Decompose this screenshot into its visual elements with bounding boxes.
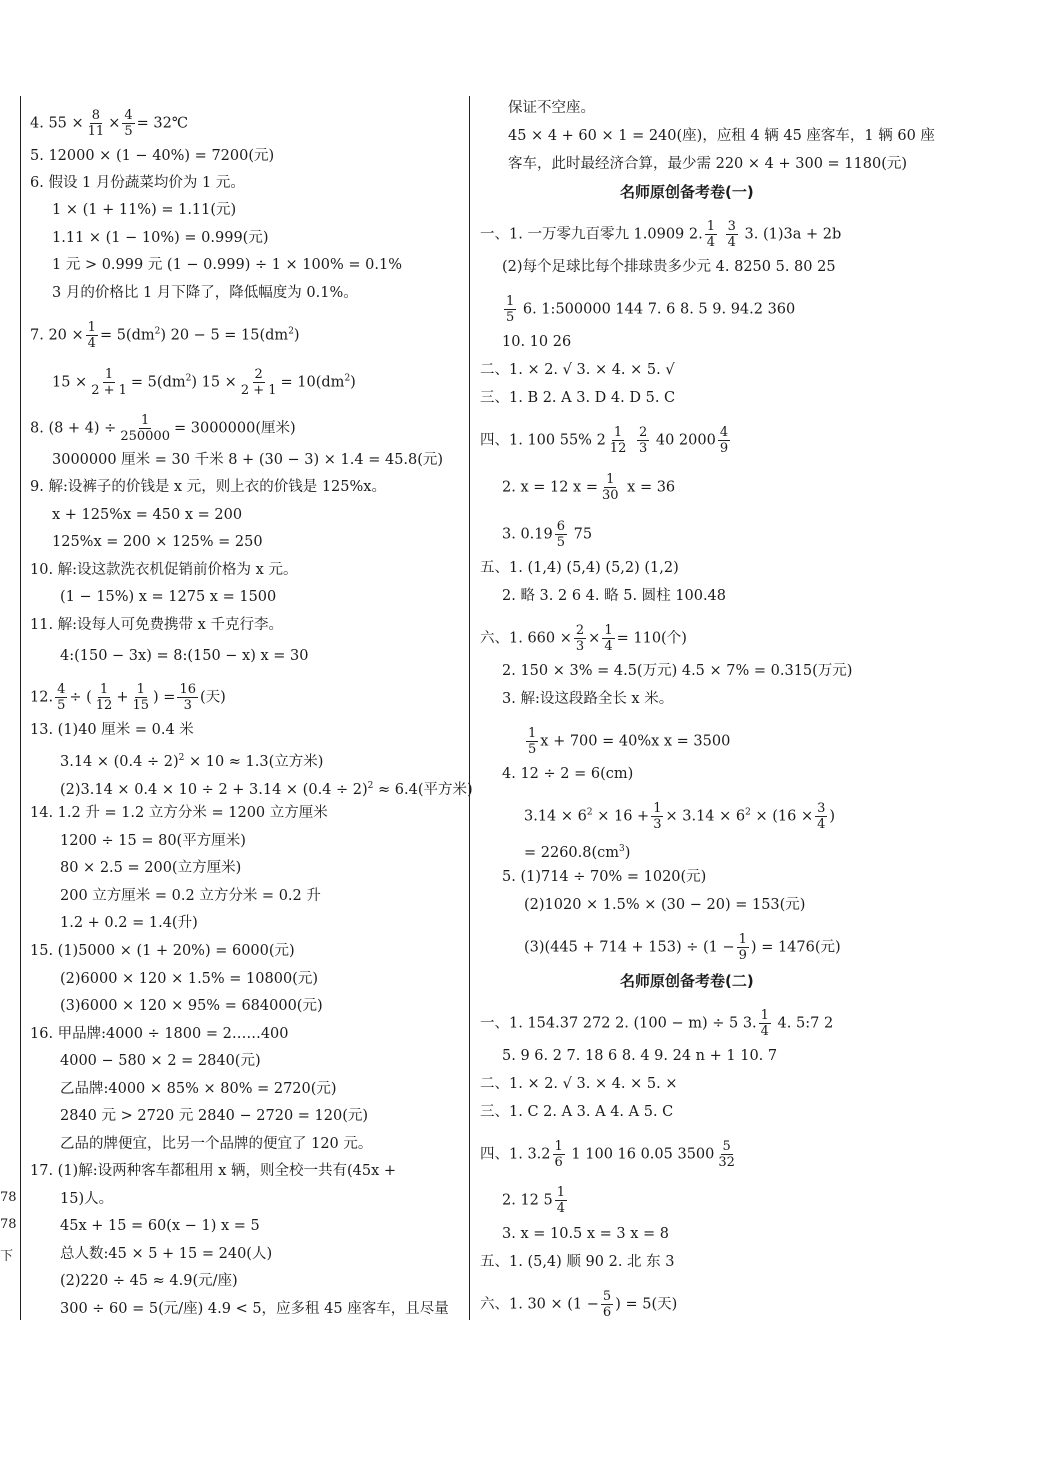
answer-line xyxy=(502,1046,777,1066)
text-segment: 125%x = 200 × 125% = 250 xyxy=(52,534,263,550)
text-segment: × 10 ≈ 1.3(立方米) xyxy=(184,753,324,770)
text-segment: 2. x = 12 x = xyxy=(502,479,598,496)
fraction-denominator: 6 xyxy=(554,1155,563,1170)
text-segment: 4:(150 − 3x) = 8:(150 − x) x = 30 xyxy=(60,648,309,664)
fraction-numerator: 16 xyxy=(179,682,196,697)
text-segment: x = 36 xyxy=(622,479,676,496)
fraction-numerator: 1 xyxy=(136,682,145,697)
answer-line xyxy=(480,1102,673,1122)
answer-line xyxy=(52,532,263,552)
answer-line xyxy=(502,294,795,325)
answer-line xyxy=(60,587,276,607)
fraction-denominator: 9 xyxy=(738,948,747,963)
answer-line xyxy=(502,867,706,887)
text-segment: 名师原创备考卷(一) xyxy=(620,183,754,201)
text-segment: = 10(dm xyxy=(280,374,345,391)
text-segment: 12. xyxy=(30,689,54,706)
answer-line xyxy=(52,200,236,220)
answer-line xyxy=(502,764,633,784)
fraction-denominator: 4 xyxy=(706,235,716,250)
fraction-numerator: 1 xyxy=(604,623,613,638)
answer-line xyxy=(30,1024,289,1044)
text-segment: 三、1. B 2. A 3. D 4. D 5. C xyxy=(480,390,676,406)
column-divider xyxy=(469,96,470,1320)
answer-line xyxy=(502,257,836,277)
answer-line xyxy=(524,801,835,832)
fraction-numerator: 1 xyxy=(606,472,615,487)
text-segment: (2)6000 × 120 × 1.5% = 10800(元) xyxy=(60,971,318,987)
text-segment: 乙品的牌便宜，比另一个品牌的便宜了 120 元。 xyxy=(60,1136,373,1152)
fraction xyxy=(526,726,538,757)
text-segment: = 5(dm xyxy=(130,374,186,391)
superscript: 2 xyxy=(586,807,593,818)
answer-line xyxy=(60,1216,260,1236)
text-segment: 总人数:45 × 5 + 15 = 240(人) xyxy=(60,1246,273,1262)
text-segment: ) = xyxy=(153,689,176,706)
fraction xyxy=(737,932,749,963)
text-segment: 14. 1.2 升 = 1.2 立方分米 = 1200 立方厘米 xyxy=(30,805,328,821)
text-segment: 8. (8 + 4) ÷ xyxy=(30,420,117,437)
text-segment: 六、1. 30 × (1 − xyxy=(480,1296,599,1313)
text-segment: = 3000000(厘米) xyxy=(173,420,296,437)
fraction-denominator: 3 xyxy=(638,441,648,456)
text-segment: 客车，此时最经济合算，最少需 220 × 4 + 300 = 1180(元) xyxy=(508,156,908,172)
text-segment: ) 15 × xyxy=(191,374,237,391)
text-segment: 15. (1)5000 × (1 + 20%) = 6000(元) xyxy=(30,943,295,959)
text-segment: 3000000 厘米 = 30 千米 8 + (30 − 3) × 1.4 = 45.8(元) xyxy=(52,452,444,468)
answer-line xyxy=(60,776,473,800)
text-segment: 2. 略 3. 2 6 4. 略 5. 圆柱 100.48 xyxy=(502,588,727,604)
text-segment: 二、1. × 2. √ 3. × 4. × 5. √ xyxy=(480,362,675,378)
section-heading xyxy=(620,971,754,991)
text-segment: x + 125%x = 450 x = 200 xyxy=(52,507,243,523)
text-segment: 10. 解:设这款洗衣机促销前价格为 x 元。 xyxy=(30,562,298,578)
fraction-numerator: 2 xyxy=(254,367,263,382)
text-segment: 1 100 16 0.05 3500 xyxy=(566,1146,715,1163)
answer-line xyxy=(480,623,687,654)
text-segment: 保证不空座。 xyxy=(508,100,595,116)
fraction xyxy=(553,1139,565,1170)
text-segment: 1200 ÷ 15 = 80(平方厘米) xyxy=(60,833,246,849)
superscript: 2 xyxy=(185,373,192,384)
answer-line xyxy=(480,1139,739,1170)
fraction-denominator: 30 xyxy=(602,488,619,503)
fraction-numerator: 5 xyxy=(602,1289,612,1304)
text-segment: 16. 甲品牌:4000 ÷ 1800 = 2……400 xyxy=(30,1026,289,1042)
text-segment: 1 × (1 + 11%) = 1.11(元) xyxy=(52,202,237,218)
text-segment: ÷ ( xyxy=(69,689,92,706)
answer-line xyxy=(480,1289,677,1320)
fraction-numerator: 1 xyxy=(706,219,716,234)
text-segment: 45 × 4 + 60 × 1 = 240(座)，应租 4 辆 45 座客车，1 辆 60 座 xyxy=(508,128,935,144)
text-segment: 1 元 > 0.999 元 (1 − 0.999) ÷ 1 × 100% = 0.1% xyxy=(52,257,402,273)
text-segment: (2)每个足球比每个排球贵多少元 4. 8250 5. 80 25 xyxy=(502,259,836,275)
fraction-denominator: 6 xyxy=(602,1305,612,1320)
fraction-denominator: 4 xyxy=(604,639,613,654)
text-segment: 乙品牌:4000 × 85% × 80% = 2720(元) xyxy=(60,1081,337,1097)
superscript: 2 xyxy=(344,373,351,384)
fraction-numerator: 1 xyxy=(760,1008,769,1023)
fraction-numerator: 1 xyxy=(528,726,537,741)
fraction-denominator: 32 xyxy=(718,1155,735,1170)
fraction-numerator: 1 xyxy=(554,1139,563,1154)
superscript: 2 xyxy=(288,326,294,337)
fraction xyxy=(130,682,151,713)
fraction xyxy=(55,682,67,713)
fraction-denominator: 5 xyxy=(506,310,515,325)
fraction xyxy=(177,682,198,713)
answer-line xyxy=(30,477,386,497)
fraction-numerator: 1 xyxy=(99,682,109,697)
answer-line xyxy=(60,969,318,989)
answer-line xyxy=(524,932,841,963)
answer-line xyxy=(60,1299,449,1319)
answer-line xyxy=(60,1051,261,1071)
text-segment: ) xyxy=(293,327,300,344)
answer-line xyxy=(480,425,732,456)
answer-line xyxy=(30,682,226,713)
text-segment: 2. 12 5 xyxy=(502,1192,553,1209)
text-segment: 3. 0.19 xyxy=(502,526,553,543)
text-segment: 3. (1)3a + 2b xyxy=(739,226,842,243)
fraction xyxy=(705,219,717,250)
text-segment: 四、1. 100 55% 2 xyxy=(480,432,606,449)
text-segment: ) = 1476(元) xyxy=(750,939,841,956)
answer-line xyxy=(502,1224,669,1244)
fraction xyxy=(555,1185,567,1216)
answer-line xyxy=(60,1079,337,1099)
text-segment: 3. x = 10.5 x = 3 x = 8 xyxy=(502,1226,670,1242)
answer-line xyxy=(52,367,356,398)
text-segment: 300 ÷ 60 = 5(元/座) 4.9 < 5，应多租 45 座客车，且尽量 xyxy=(60,1301,449,1317)
answer-line xyxy=(60,1134,372,1154)
fraction xyxy=(726,219,738,250)
text-segment: = 5(dm xyxy=(99,327,155,344)
text-segment: ) xyxy=(829,808,836,825)
fraction-denominator: 4 xyxy=(556,1201,566,1216)
answer-line xyxy=(30,320,300,351)
fraction xyxy=(601,1289,613,1320)
fraction-numerator: 1 xyxy=(738,932,747,947)
fraction xyxy=(89,367,129,398)
answer-line xyxy=(60,1271,238,1291)
text-segment: 五、1. (1,4) (5,4) (5,2) (1,2) xyxy=(480,560,679,576)
text-segment: 40 2000 xyxy=(651,432,716,449)
fraction-numerator: 3 xyxy=(727,219,736,234)
answer-line xyxy=(502,519,592,550)
text-segment: 3 月的价格比 1 月下降了，降低幅度为 0.1%。 xyxy=(52,285,358,301)
text-segment: 3. 解:设这段路全长 x 米。 xyxy=(502,691,674,707)
fraction-denominator: 3 xyxy=(653,817,662,832)
text-segment: 1.11 × (1 − 10%) = 0.999(元) xyxy=(52,230,269,246)
fraction xyxy=(651,801,663,832)
answer-line xyxy=(60,646,309,666)
answer-line xyxy=(60,1244,272,1264)
fraction-numerator: 8 xyxy=(91,108,101,123)
text-segment: + xyxy=(116,689,129,706)
fraction xyxy=(718,425,730,456)
text-segment: (1 − 15%) x = 1275 x = 1500 xyxy=(60,589,277,605)
text-segment: 4000 − 580 × 2 = 2840(元) xyxy=(60,1053,261,1069)
text-segment: x + 700 = 40%x x = 3500 xyxy=(540,733,731,750)
text-segment: 三、1. C 2. A 3. A 4. A 5. C xyxy=(480,1104,674,1120)
text-segment: 5. (1)714 ÷ 70% = 1020(元) xyxy=(502,869,707,885)
answer-line xyxy=(60,1106,368,1126)
text-segment: 3.14 × (0.4 ÷ 2) xyxy=(60,753,179,770)
text-segment: 5. 12000 × (1 − 40%) = 7200(元) xyxy=(30,148,275,164)
fraction xyxy=(602,623,614,654)
text-segment xyxy=(719,227,724,243)
fraction-denominator: 250000 xyxy=(120,429,170,444)
answer-line xyxy=(502,332,571,352)
text-segment: (2)1020 × 1.5% × (30 − 20) = 153(元) xyxy=(524,897,806,913)
text-segment: 六、1. 660 × xyxy=(480,630,572,647)
fraction-numerator: 2 xyxy=(575,623,585,638)
answer-line xyxy=(30,1161,396,1181)
fraction-numerator: 1 xyxy=(613,425,623,440)
text-segment: 9. 解:设裤子的价钱是 x 元，则上衣的价钱是 125%x。 xyxy=(30,479,386,495)
text-segment: 15)人。 xyxy=(60,1191,114,1207)
superscript: 2 xyxy=(745,807,751,818)
text-segment: 4. 5:7 2 xyxy=(772,1015,834,1032)
text-segment: ) xyxy=(350,374,356,391)
fraction xyxy=(759,1008,771,1039)
edge-fragment: 下 xyxy=(0,1249,14,1264)
text-segment: × 16 + xyxy=(592,808,650,825)
text-segment: 五、1. (5,4) 顺 90 2. 北 东 3 xyxy=(480,1254,675,1270)
answer-line xyxy=(502,1185,569,1216)
text-segment: 15 × xyxy=(52,374,88,391)
answer-line xyxy=(52,450,443,470)
fraction-numerator: 1 xyxy=(556,1185,566,1200)
left-margin-divider xyxy=(20,96,21,1320)
answer-line xyxy=(480,219,841,250)
text-segment: ) = 5(天) xyxy=(615,1296,678,1313)
fraction xyxy=(815,801,827,832)
answer-line xyxy=(52,505,242,525)
fraction-denominator: 15 xyxy=(132,698,150,713)
text-segment: × 3.14 × 6 xyxy=(665,808,746,825)
fraction-denominator: 9 xyxy=(719,441,729,456)
text-segment: 10. 10 26 xyxy=(502,334,572,350)
fraction-numerator: 5 xyxy=(722,1139,731,1154)
fraction xyxy=(86,108,107,139)
answer-line xyxy=(508,126,935,146)
fraction-denominator: 3 xyxy=(183,698,192,713)
text-segment: 6. 假设 1 月份蔬菜均价为 1 元。 xyxy=(30,175,245,191)
answer-line xyxy=(60,1189,113,1209)
text-segment: = 2260.8(cm xyxy=(524,844,620,861)
answer-line xyxy=(480,388,675,408)
superscript: 2 xyxy=(154,326,161,337)
answer-line xyxy=(524,726,730,757)
text-segment: 200 立方厘米 = 0.2 立方分米 = 0.2 升 xyxy=(60,888,321,904)
text-segment: 一、1. 一万零九百零九 1.0909 2. xyxy=(480,226,703,243)
answer-line xyxy=(60,858,241,878)
answer-line xyxy=(524,895,805,915)
answer-line xyxy=(480,1074,678,1094)
answer-line xyxy=(30,146,274,166)
answer-line xyxy=(52,255,402,275)
text-segment: (天) xyxy=(199,689,226,706)
answer-line xyxy=(52,228,268,248)
text-segment: 80 × 2.5 = 200(立方厘米) xyxy=(60,860,242,876)
fraction xyxy=(118,413,172,444)
fraction xyxy=(504,294,516,325)
fraction-denominator: 11 xyxy=(87,124,105,139)
fraction-numerator: 1 xyxy=(141,413,150,428)
superscript: 2 xyxy=(178,753,185,763)
fraction-numerator: 4 xyxy=(57,682,66,697)
answer-line xyxy=(508,98,595,118)
answer-line xyxy=(30,615,283,635)
text-segment: 7. 20 × xyxy=(30,327,84,344)
fraction xyxy=(600,472,621,503)
answer-line xyxy=(30,803,328,823)
answer-line xyxy=(502,586,726,606)
fraction-denominator: 12 xyxy=(609,441,627,456)
answer-line xyxy=(30,413,296,444)
fraction xyxy=(716,1139,737,1170)
section-heading xyxy=(620,182,754,202)
text-segment: ≈ 6.4(平方米) xyxy=(373,781,473,798)
fraction xyxy=(122,108,134,139)
superscript: 2 xyxy=(367,781,374,791)
fraction xyxy=(555,519,567,550)
answer-line xyxy=(60,913,198,933)
fraction xyxy=(637,425,649,456)
text-segment: 4. 55 × xyxy=(30,115,84,132)
fraction-denominator: 4 xyxy=(817,817,826,832)
fraction-numerator: 4 xyxy=(124,108,133,123)
superscript: 3 xyxy=(619,844,625,854)
answer-line xyxy=(480,360,675,380)
text-segment: 一、1. 154.37 272 2. (100 − m) ÷ 5 3. xyxy=(480,1015,757,1032)
answer-line xyxy=(30,108,188,139)
answer-line xyxy=(480,558,679,578)
answer-line xyxy=(524,839,630,863)
text-segment: 75 xyxy=(569,526,593,543)
answer-line xyxy=(508,154,907,174)
answer-line xyxy=(480,1252,674,1272)
text-segment: 11. 解:设每人可免费携带 x 千克行李。 xyxy=(30,617,283,633)
answer-line xyxy=(30,173,245,193)
text-segment: = 32℃ xyxy=(136,115,189,132)
fraction xyxy=(574,623,586,654)
fraction-numerator: 1 xyxy=(653,801,662,816)
answer-line xyxy=(60,886,321,906)
answer-line xyxy=(502,472,675,503)
text-segment: (3)(445 + 714 + 153) ÷ (1 − xyxy=(524,939,735,956)
answer-line xyxy=(52,283,358,303)
text-segment: 3.14 × 6 xyxy=(524,808,587,825)
text-segment: 1.2 + 0.2 = 1.4(升) xyxy=(60,915,198,931)
fraction xyxy=(608,425,629,456)
text-segment: 17. (1)解:设两种客车都租用 x 辆，则全校一共有(45x + xyxy=(30,1163,397,1179)
text-segment: × xyxy=(108,115,121,132)
fraction-numerator: 1 xyxy=(104,367,114,382)
answer-line xyxy=(60,996,323,1016)
fraction xyxy=(94,682,115,713)
fraction-numerator: 1 xyxy=(506,294,515,309)
answer-line xyxy=(502,689,673,709)
fraction-numerator: 3 xyxy=(817,801,826,816)
edge-fragment: 78 xyxy=(0,1217,17,1232)
fraction-denominator: 3 xyxy=(575,639,585,654)
text-segment: ) 20 − 5 = 15(dm xyxy=(160,327,289,344)
fraction-denominator: 4 xyxy=(760,1024,769,1039)
text-segment: × (16 × xyxy=(750,808,814,825)
text-segment: ) xyxy=(624,844,631,861)
fraction xyxy=(86,320,98,351)
fraction-denominator: 2 + 1 xyxy=(91,383,127,398)
text-segment xyxy=(630,433,635,449)
text-segment: 名师原创备考卷(二) xyxy=(620,972,754,990)
fraction xyxy=(239,367,279,398)
text-segment: 二、1. × 2. √ 3. × 4. × 5. × xyxy=(480,1076,678,1092)
text-segment: 2840 元 > 2720 元 2840 − 2720 = 120(元) xyxy=(60,1108,369,1124)
text-segment: (2)220 ÷ 45 ≈ 4.9(元/座) xyxy=(60,1273,238,1289)
answer-line xyxy=(60,831,246,851)
edge-fragment: 78 xyxy=(0,1190,17,1205)
text-segment: 4. 12 ÷ 2 = 6(cm) xyxy=(502,766,634,782)
fraction-numerator: 6 xyxy=(556,519,566,534)
text-segment: 45x + 15 = 60(x − 1) x = 5 xyxy=(60,1218,260,1234)
answer-line xyxy=(30,560,297,580)
text-segment: 四、1. 3.2 xyxy=(480,1146,551,1163)
answer-line xyxy=(30,941,295,961)
text-segment: (3)6000 × 120 × 95% = 684000(元) xyxy=(60,998,323,1014)
fraction-numerator: 2 xyxy=(638,425,648,440)
fraction-numerator: 1 xyxy=(87,320,96,335)
text-segment: 6. 1:500000 144 7. 6 8. 5 9. 94.2 360 xyxy=(518,301,796,318)
fraction-denominator: 5 xyxy=(57,698,66,713)
fraction-denominator: 4 xyxy=(87,336,96,351)
text-segment: 2. 150 × 3% = 4.5(万元) 4.5 × 7% = 0.315(万元) xyxy=(502,663,853,679)
text-segment: 5. 9 6. 2 7. 18 6 8. 4 9. 24 n + 1 10. 7 xyxy=(502,1048,778,1064)
answer-line xyxy=(30,720,194,740)
fraction-denominator: 2 + 1 xyxy=(240,383,277,398)
text-segment: = 110(个) xyxy=(616,630,687,647)
fraction-denominator: 5 xyxy=(124,124,133,139)
answer-line xyxy=(480,1008,833,1039)
fraction-denominator: 12 xyxy=(95,698,113,713)
text-segment: (2)3.14 × 0.4 × 10 ÷ 2 + 3.14 × (0.4 ÷ 2) xyxy=(60,781,368,798)
answer-line xyxy=(60,748,323,772)
fraction-denominator: 5 xyxy=(528,742,537,757)
text-segment: × xyxy=(588,630,601,647)
fraction-numerator: 4 xyxy=(719,425,729,440)
fraction-denominator: 4 xyxy=(727,235,736,250)
fraction-denominator: 5 xyxy=(556,535,566,550)
answer-line xyxy=(502,661,852,681)
text-segment: 13. (1)40 厘米 = 0.4 米 xyxy=(30,722,194,738)
